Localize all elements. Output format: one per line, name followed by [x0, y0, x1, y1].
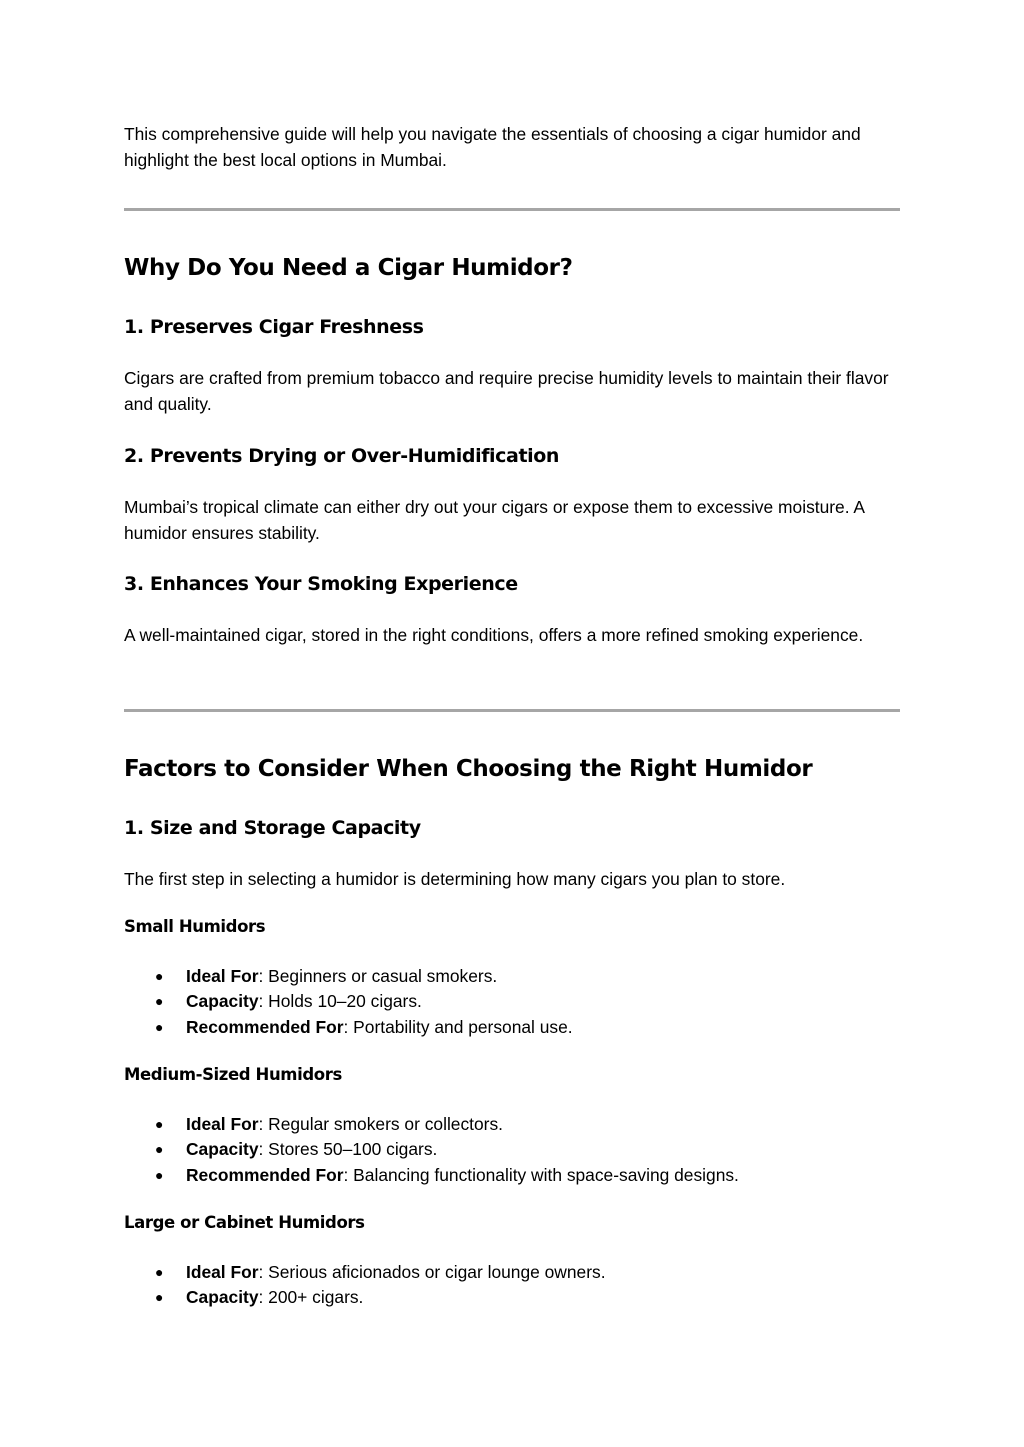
reason-heading-2: 2. Prevents Drying or Over-Humidification: [124, 445, 560, 467]
bullet-label: Ideal For: [186, 1262, 259, 1282]
factor-heading-size: 1. Size and Storage Capacity: [124, 817, 421, 839]
list-item: [124, 989, 900, 1014]
factor-text-size: The first step in selecting a humidor is determining how many cigars you plan to store.: [124, 869, 786, 889]
bullet-label: Ideal For: [186, 966, 259, 986]
reason-text-2: Mumbai’s tropical climate can either dry out your cigars or expose them to excessive moisture. A humidor ensures stability.: [124, 497, 865, 543]
list-item: [124, 1112, 900, 1137]
group-title-small: Small Humidors: [124, 917, 266, 936]
list-item: [124, 1260, 900, 1285]
bullet-text: : Balancing functionality with space-saving designs.: [343, 1164, 739, 1185]
bullet-label: Recommended For: [186, 1016, 344, 1037]
bullet-icon: ●: [155, 1141, 164, 1158]
bullet-label: Ideal For: [186, 1114, 259, 1134]
section-title-factors: Factors to Consider When Choosing the Right Humidor: [124, 756, 813, 782]
reason-heading-3: 3. Enhances Your Smoking Experience: [124, 573, 518, 595]
section-divider: [124, 709, 900, 712]
reason-heading-1: 1. Preserves Cigar Freshness: [124, 316, 424, 338]
section-title-why: Why Do You Need a Cigar Humidor?: [124, 255, 573, 281]
bullet-text: : Portability and personal use.: [343, 1016, 573, 1037]
bullet-label: Capacity: [186, 1287, 259, 1308]
reason-text-1: Cigars are crafted from premium tobacco and require precise humidity levels to maintain their flavor and quality.: [124, 368, 889, 414]
list-item: [124, 1015, 900, 1040]
bullet-text: : Regular smokers or collectors.: [258, 1114, 503, 1134]
group-title-medium: Medium-Sized Humidors: [124, 1065, 342, 1084]
section-divider: [124, 208, 900, 211]
bullet-icon: ●: [155, 993, 164, 1010]
bullet-icon: ●: [155, 968, 164, 984]
group-title-large: Large or Cabinet Humidors: [124, 1213, 365, 1232]
bullet-icon: ●: [155, 1289, 164, 1306]
bullet-text: : 200+ cigars.: [258, 1287, 364, 1308]
bullet-label: Capacity: [186, 991, 259, 1012]
list-item: [124, 1285, 900, 1310]
list-item: [124, 1163, 900, 1188]
list-item: [124, 964, 900, 989]
bullet-text: : Stores 50–100 cigars.: [258, 1139, 438, 1160]
bullet-icon: ●: [155, 1018, 164, 1035]
intro-paragraph: This comprehensive guide will help you navigate the essentials of choosing a cigar humidor and highlight the best local options in Mumbai.: [124, 124, 861, 170]
list-item: [124, 1137, 900, 1162]
bullet-text: : Serious aficionados or cigar lounge owners.: [258, 1262, 606, 1282]
bullet-icon: ●: [155, 1264, 164, 1280]
bullet-text: : Holds 10–20 cigars.: [258, 991, 422, 1012]
bullet-label: Capacity: [186, 1139, 259, 1160]
reason-text-3: A well-maintained cigar, stored in the right conditions, offers a more refined smoking experience.: [124, 625, 864, 645]
bullet-text: : Beginners or casual smokers.: [258, 966, 498, 986]
bullet-label: Recommended For: [186, 1164, 344, 1185]
bullet-list-medium: [124, 1112, 900, 1188]
bullet-list-small: [124, 964, 900, 1040]
bullet-list-large: [124, 1260, 900, 1311]
bullet-icon: ●: [155, 1116, 164, 1132]
bullet-icon: ●: [155, 1166, 164, 1183]
